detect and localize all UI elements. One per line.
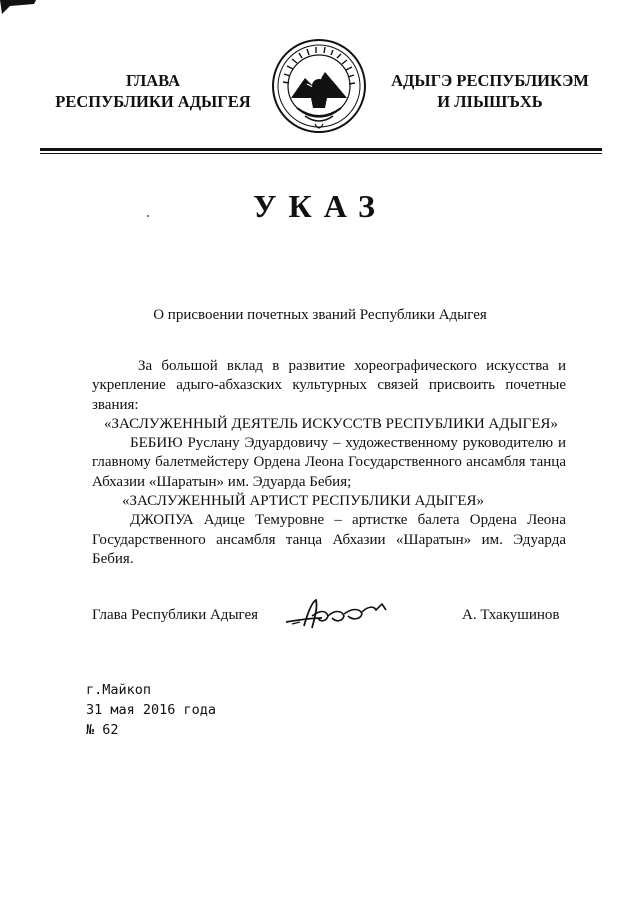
- decree-subject: О присвоении почетных званий Республики Адыгея: [153, 307, 487, 323]
- decree-body: [92, 357, 566, 569]
- place-date-block: [86, 680, 216, 740]
- coat-of-arms-icon: [271, 36, 367, 136]
- scan-corner-mark: [0, 0, 36, 16]
- header-left-line1: ГЛАВА: [125, 71, 181, 90]
- header-left-block: [46, 70, 260, 112]
- header-right-block: [386, 70, 594, 112]
- decree-date: 31 мая 2016 года: [86, 702, 217, 718]
- award1-recipient: БЕБИЮ Руслану Эдуардовичу – художественному руководителю и главному балетмейстеру Ордена Леона Государственного ансамбля танца Абхазии «Шаратын» им. Эдуарда Бебия;: [92, 435, 566, 490]
- header-rule-thick: [40, 148, 602, 151]
- header-right-line2: И ЛІЫШЪХЬ: [437, 92, 543, 111]
- signatory-role: Глава Республики Адыгея: [92, 607, 259, 623]
- award1-title: «ЗАСЛУЖЕННЫЙ ДЕЯТЕЛЬ ИСКУССТВ РЕСПУБЛИКИ АДЫГЕЯ»: [104, 415, 558, 432]
- award2-recipient: ДЖОПУА Адице Темуровне – артистке балета Ордена Леона Государственного ансамбля танца Абхазии «Шаратын» им. Эдуарда Бебия.: [92, 512, 566, 567]
- header-right-line1: АДЫГЭ РЕСПУБЛИКЭМ: [391, 71, 589, 90]
- award2-title: «ЗАСЛУЖЕННЫЙ АРТИСТ РЕСПУБЛИКИ АДЫГЕЯ»: [122, 493, 485, 510]
- decree-number: № 62: [86, 722, 119, 738]
- scan-speck: [147, 215, 149, 217]
- intro-paragraph: За большой вклад в развитие хореографического искусства и укрепление адыго-абхазских культурных связей присвоить почетные звания:: [92, 358, 566, 413]
- handwritten-signature: [282, 596, 394, 632]
- header-left-line2: РЕСПУБЛИКИ АДЫГЕЯ: [55, 92, 251, 111]
- signatory-name: А. Тхакушинов: [462, 607, 560, 623]
- header-rule-thin: [40, 153, 602, 154]
- city: г.Майкоп: [86, 682, 152, 698]
- decree-title: УКАЗ: [253, 188, 387, 224]
